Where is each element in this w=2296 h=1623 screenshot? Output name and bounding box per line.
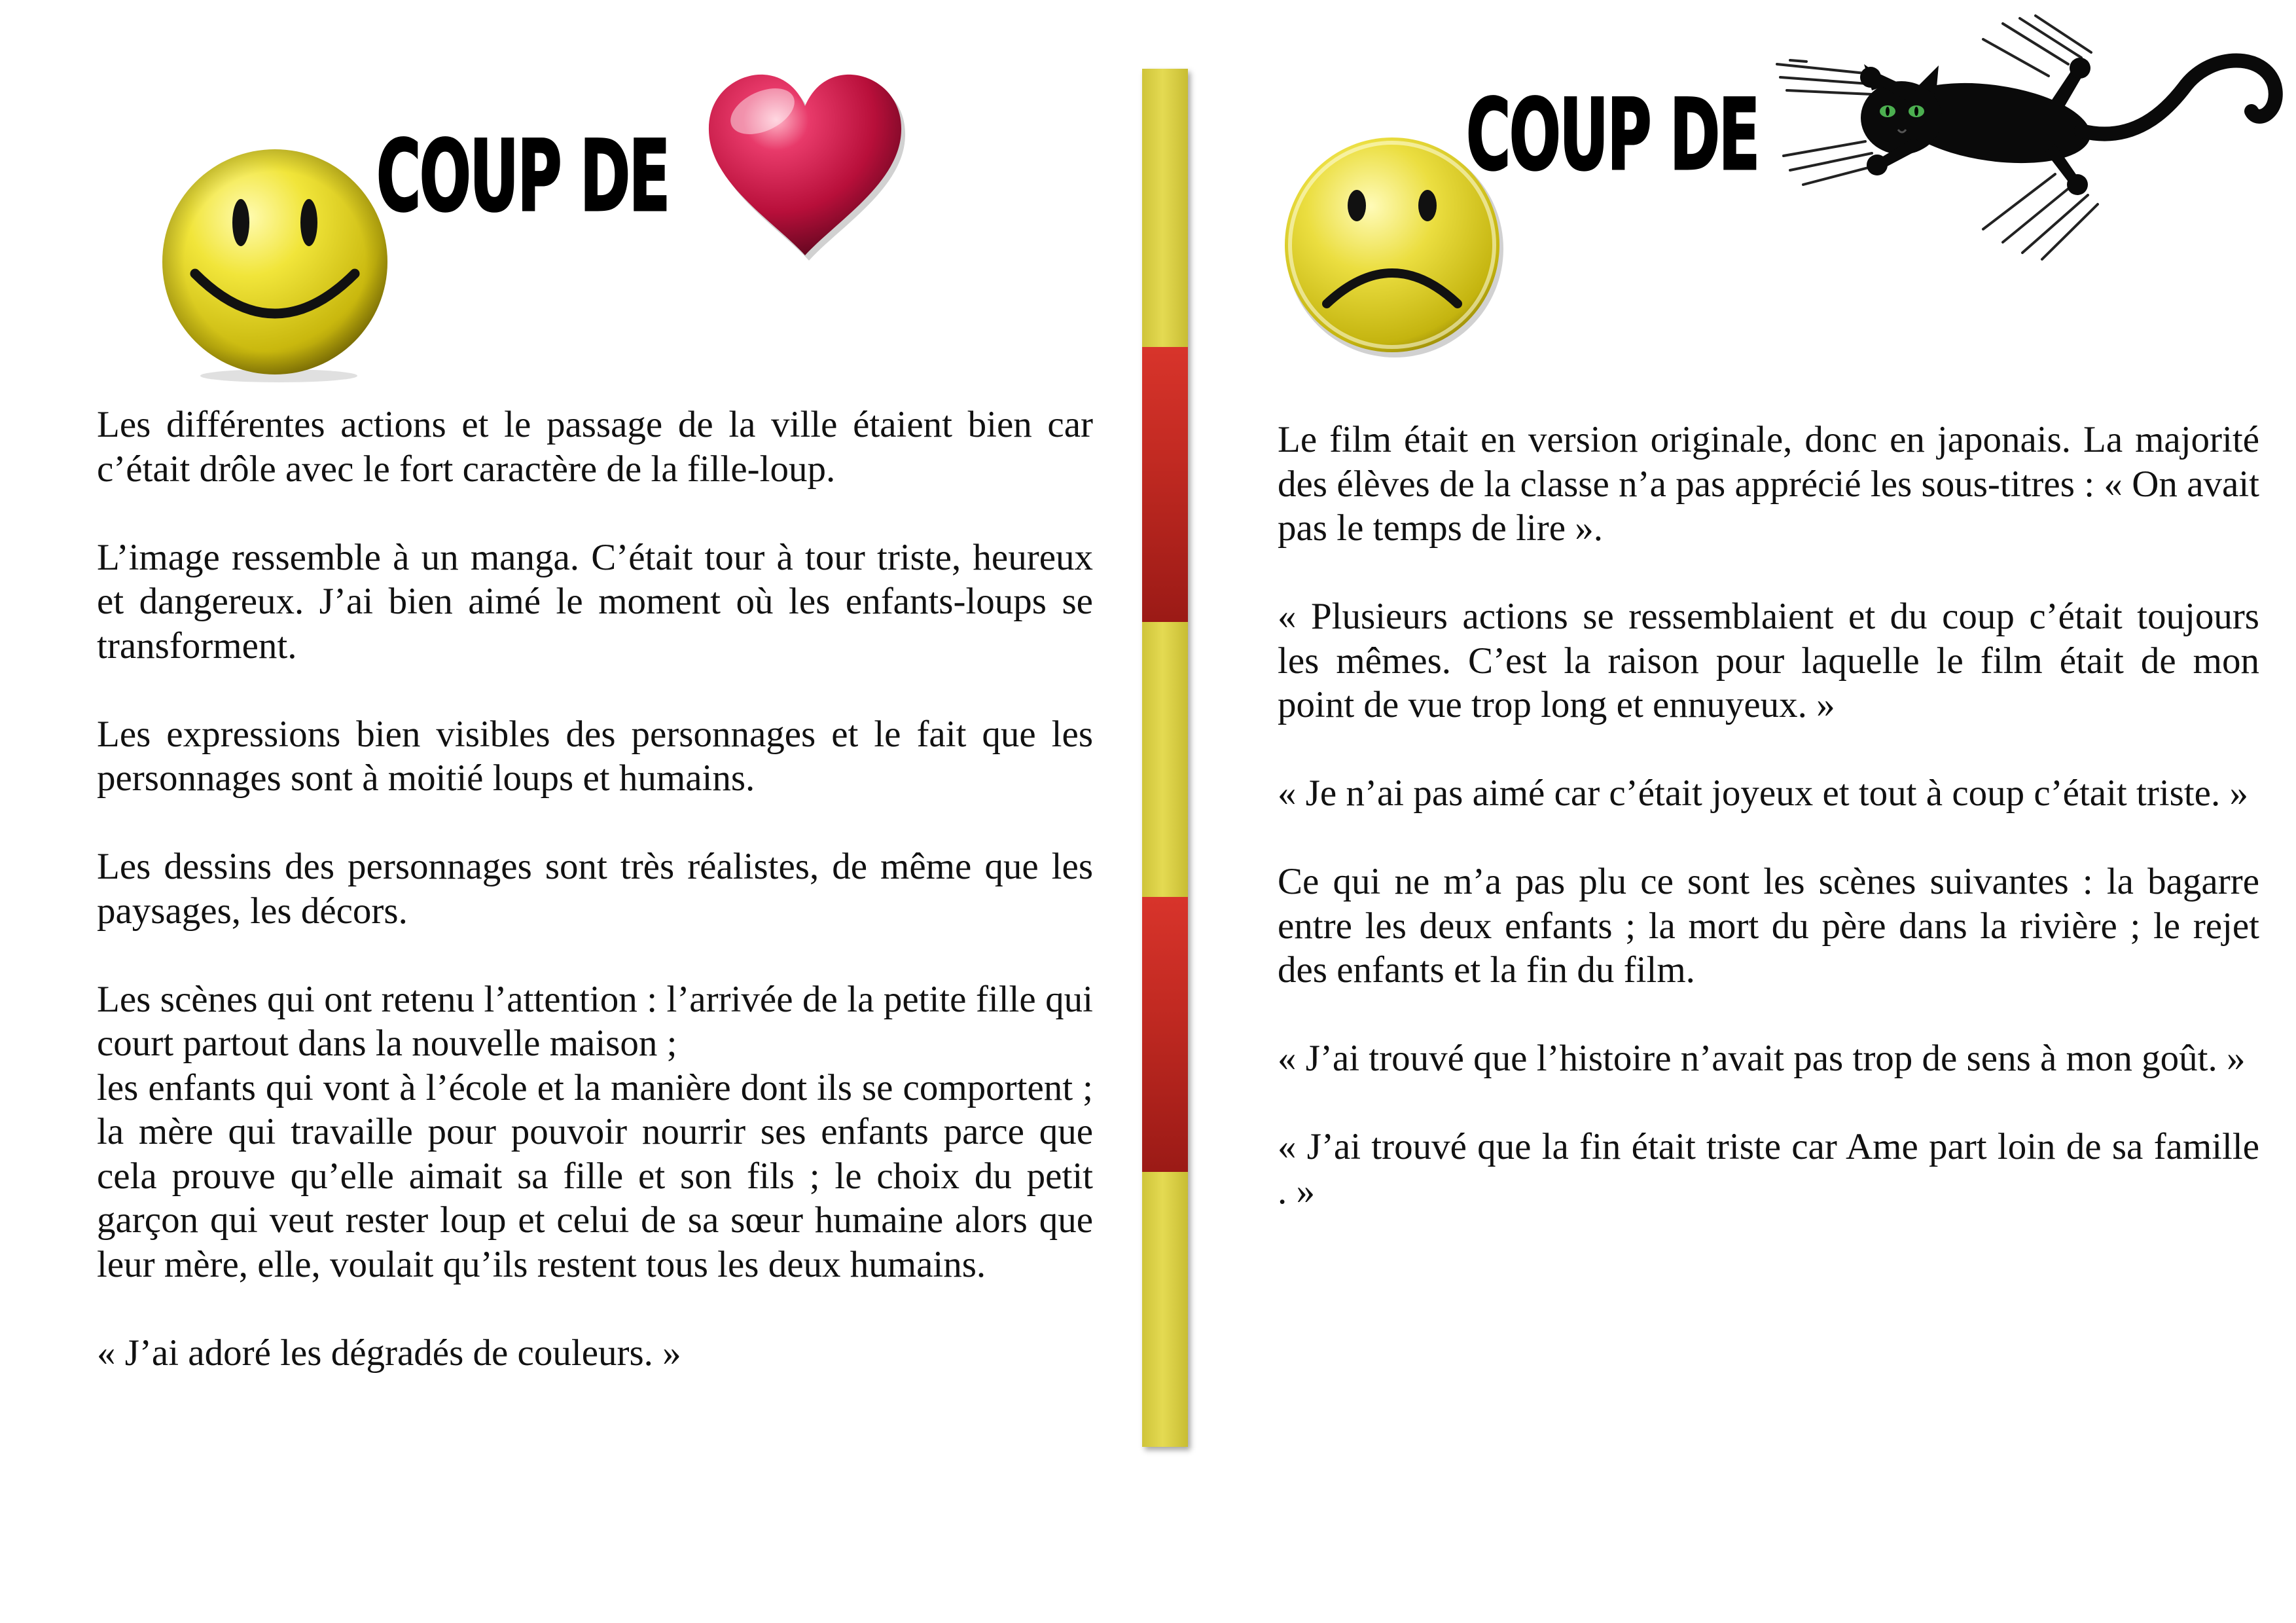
paragraph: « J’ai trouvé que la fin était triste car Ame part loin de sa famille . » <box>1278 1126 2259 1212</box>
paragraph: L’image ressemble à un manga. C’était tour à tour triste, heureux et dangereux. J’ai bien aimé le moment où les enfants-loups se transforment. <box>97 536 1093 666</box>
paragraph: les enfants qui vont à l’école et la manière dont ils se comportent ; la mère qui travaille pour pouvoir nourrir ses enfants parce que cela prouve qu’elle aimait sa fille et son fils ; le choix du petit garçon qui veut rester loup et celui de sa sœur humaine alors que leur mère, elle, voulait qu’ils restent tous les deux humains. <box>97 1067 1093 1285</box>
heart-icon <box>697 65 913 262</box>
coup-de-coeur-text <box>97 403 1093 1419</box>
paragraph: « J’ai trouvé que l’histoire n’avait pas trop de sens à mon goût. » <box>1278 1038 2246 1079</box>
heading-coup-de-griffe: COUP DE <box>1466 79 1759 192</box>
divider-segment <box>1142 622 1188 897</box>
paragraph: Ce qui ne m’a pas plu ce sont les scènes suivantes : la bagarre entre les deux enfants ; la mort du père dans la rivière ; le rejet des enfants et la fin du film. <box>1278 861 2259 991</box>
divider-segment <box>1142 897 1188 1172</box>
paragraph: Les expressions bien visibles des personnages et le fait que les personnages sont à moitié loups et humains. <box>97 713 1093 799</box>
divider-segment <box>1142 1172 1188 1447</box>
heading-coup-de-coeur: COUP DE <box>376 120 669 234</box>
paragraph: « J’ai adoré les dégradés de couleurs. » <box>97 1332 681 1374</box>
paragraph: « Je n’ai pas aimé car c’était joyeux et tout à coup c’était triste. » <box>1278 773 2248 814</box>
paragraph: Le film était en version originale, donc en japonais. La majorité des élèves de la classe n’a pas apprécié les sous-titres : « On avait pas le temps de lire ». <box>1278 419 2259 549</box>
divider-segment <box>1142 69 1188 347</box>
column-divider <box>1142 69 1188 1447</box>
divider-segment <box>1142 347 1188 622</box>
scratching-black-cat-icon <box>1767 13 2284 268</box>
paragraph: Les scènes qui ont retenu l’attention : l’arrivée de la petite fille qui court partout dans la nouvelle maison ; <box>97 978 1093 1064</box>
paragraph: Les différentes actions et le passage de la ville étaient bien car c’était drôle avec le fort caractère de la fille-loup. <box>97 404 1093 490</box>
paragraph: « Plusieurs actions se ressemblaient et du coup c’était toujours les mêmes. C’est la raison pour laquelle le film était de mon point de vue trop long et ennuyeux. » <box>1278 596 2259 725</box>
coup-de-griffe-text <box>1278 418 2259 1258</box>
paragraph: Les dessins des personnages sont très réalistes, de même que les paysages, les décors. <box>97 846 1093 932</box>
happy-smiley-icon <box>157 145 397 385</box>
